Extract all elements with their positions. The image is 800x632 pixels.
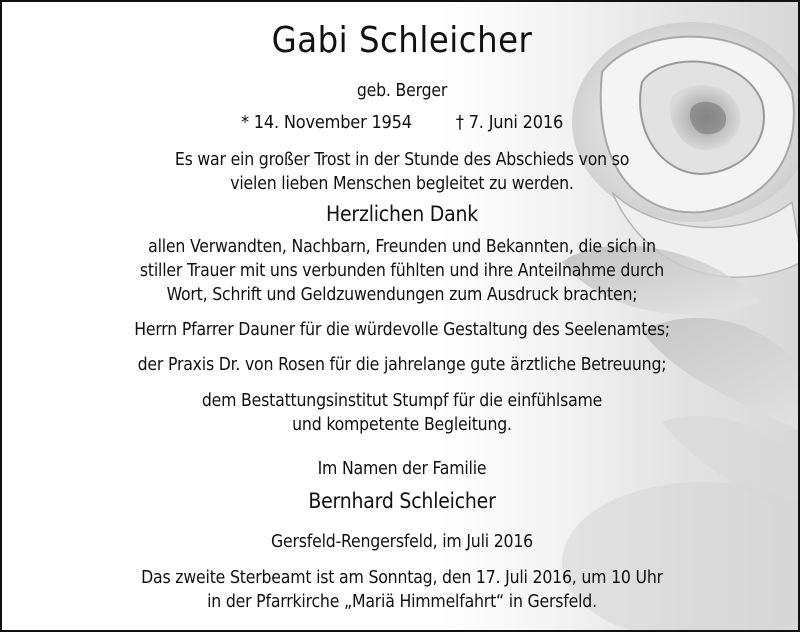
thanks-heading: Herzlichen Dank — [325, 202, 479, 226]
thanks-line: Herrn Pfarrer Dauner für die würdevolle Gestaltung des Seelenamtes; — [134, 320, 670, 340]
thanks-line: dem Bestattungsinstitut Stumpf für die einfühlsame — [201, 391, 603, 411]
thanks-line: der Praxis Dr. von Rosen für die jahrelange gute ärztliche Betreuung; — [137, 355, 667, 375]
thanks-line: allen Verwandten, Nachbarn, Freunden und Bekannten, die sich in — [148, 237, 656, 257]
birth-name: geb. Berger — [356, 81, 448, 101]
thanks-line: und kompetente Begleitung. — [292, 415, 512, 435]
signer-name: Bernhard Schleicher — [308, 489, 496, 513]
thanks-line: Wort, Schrift und Geldzuwendungen zum Ausdruck brachten; — [166, 285, 638, 305]
intro-line: Es war ein großer Trost in der Stunde des Abschieds von so — [174, 150, 630, 170]
place-date: Gersfeld-Rengersfeld, im Juli 2016 — [271, 532, 533, 552]
intro-line: vielen lieben Menschen begleitet zu werden. — [230, 174, 574, 194]
notice-line: in der Pfarrkirche „Mariä Himmelfahrt“ in Gersfeld. — [207, 592, 597, 612]
death-date: † 7. Juni 2016 — [455, 112, 564, 133]
notice-line: Das zweite Sterbeamt ist am Sonntag, den 17. Juli 2016, um 10 Uhr — [141, 568, 663, 588]
thanks-line: stiller Trauer mit uns verbunden fühlten und ihre Anteilnahme durch — [139, 261, 665, 281]
obituary-text — [2, 2, 800, 632]
deceased-name: Gabi Schleicher — [271, 20, 533, 61]
life-dates — [2, 111, 800, 135]
birth-date: * 14. November 1954 — [240, 112, 412, 133]
family-line: Im Namen der Familie — [317, 459, 487, 479]
